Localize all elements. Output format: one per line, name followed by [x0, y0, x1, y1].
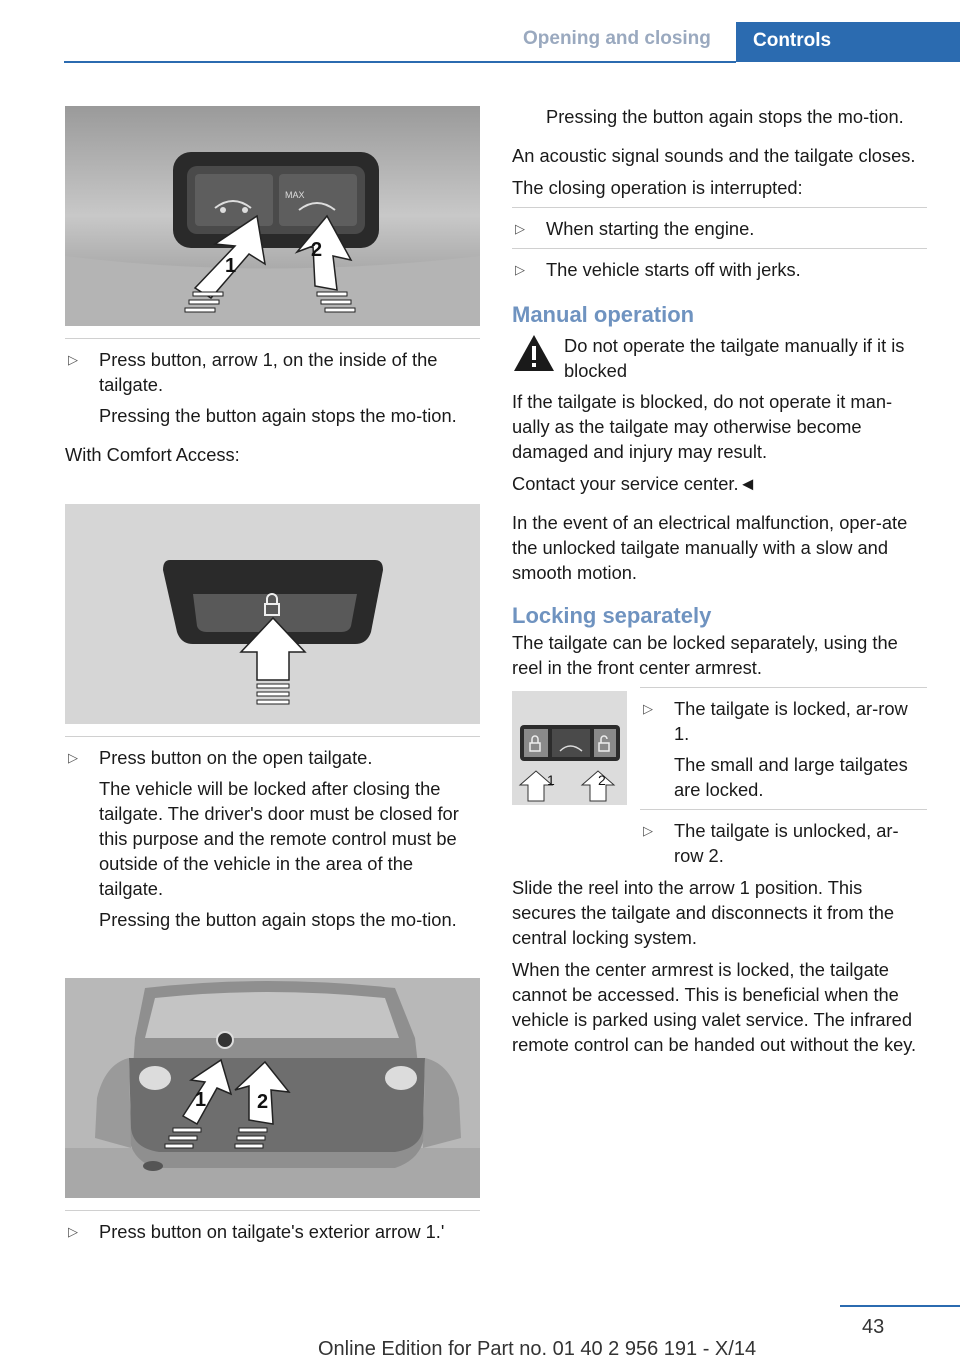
list-item: [640, 696, 927, 802]
chapter-tab: Controls: [736, 22, 960, 62]
bullet-triangle-icon: ▷: [515, 262, 525, 277]
figure-tailgate-exterior: [65, 978, 480, 1198]
left-column-block-3: [65, 1210, 480, 1251]
list-item: [65, 1219, 480, 1244]
bullet-triangle-icon: ▷: [68, 352, 78, 367]
manual-operation-heading: Manual operation: [512, 302, 695, 327]
armrest-text: When the center armrest is locked, the tailgate cannot be accessed. This is beneficial when the vehicle is parked using valet service. The infrared remote control can be handed out without the key.: [512, 959, 917, 1055]
divider: [640, 687, 927, 688]
bullet-text: Press button on tailgate's exterior arrow 1.': [99, 1221, 445, 1242]
figure-reel-switch: [512, 691, 627, 805]
warning-body: If the tailgate is blocked, do not operate it man‐ually as the tailgate may otherwise become damaged and injury may result.: [512, 391, 893, 462]
contact-text: Contact your service center.◄: [512, 473, 757, 494]
edition-footer: Online Edition for Part no. 01 40 2 956 191 - X/14: [318, 1338, 757, 1360]
continued-subtext: Pressing the button again stops the mo‐tion.: [546, 106, 904, 127]
locking-separately-heading: Locking separately: [512, 603, 712, 628]
left-column-block-1: [65, 338, 480, 474]
bullet-subtext: Pressing the button again stops the mo‐tion.: [99, 405, 457, 426]
bullet-text: The tailgate is locked, ar‐row 1.: [674, 698, 908, 744]
comfort-access-label: With Comfort Access:: [65, 444, 240, 465]
max-label: MAX: [285, 190, 305, 200]
bullet-text: Press button on the open tailgate.: [99, 747, 373, 768]
bullet-triangle-icon: ▷: [515, 221, 525, 236]
bullet-subtext: The small and large tailgates are locked.: [674, 754, 908, 800]
divider: [512, 248, 927, 249]
bullet-text: When starting the engine.: [546, 218, 755, 239]
page-number: 43: [862, 1316, 885, 1338]
acoustic-text: An acoustic signal sounds and the tailgate closes.: [512, 145, 916, 166]
right-column: [512, 104, 927, 1064]
bullet-text: The tailgate is unlocked, ar‐row 2.: [674, 820, 899, 866]
bullet-triangle-icon: ▷: [643, 823, 653, 838]
locking-bullets: [640, 687, 927, 875]
section-label: Opening and closing: [523, 28, 711, 49]
arrow-1-label: 1: [195, 1089, 207, 1111]
bullet-triangle-icon: ▷: [643, 701, 653, 716]
arrow-1-label: 1: [547, 772, 555, 788]
locking-figure-row: [512, 687, 927, 866]
bullet-text: Press button, arrow 1, on the inside of the tailgate.: [99, 349, 438, 395]
list-item: [640, 818, 927, 868]
divider: [65, 736, 480, 737]
page-header: [0, 0, 960, 62]
figure-inside-tailgate-buttons: [65, 106, 480, 326]
malfunction-text: In the event of an electrical malfunction, oper‐ate the unlocked tailgate manually with a slow and smooth motion.: [512, 512, 908, 583]
locking-intro: The tailgate can be locked separately, using the reel in the front center armrest.: [512, 632, 898, 678]
bullet-triangle-icon: ▷: [68, 1224, 78, 1239]
arrow-2-label: 2: [598, 772, 606, 788]
header-rule: [64, 61, 736, 63]
arrow-2-label: 2: [311, 239, 323, 261]
bullet-subtext: Pressing the button again stops the mo‐tion.: [99, 909, 457, 930]
slide-reel-text: Slide the reel into the arrow 1 position. This secures the tailgate and disconnects it from the central locking system.: [512, 877, 895, 948]
warning-title: Do not operate the tailgate manually if it is blocked: [564, 335, 905, 381]
list-item: [65, 347, 480, 428]
left-column-block-2: [65, 736, 480, 939]
figure-comfort-access-button: [65, 504, 480, 724]
warning-triangle-icon: [512, 333, 556, 373]
divider: [640, 809, 927, 810]
list-item: [512, 216, 927, 241]
arrow-2-label: 2: [257, 1091, 269, 1113]
bullet-subtext: The vehicle will be locked after closing the tailgate. The driver's door must be closed for this purpose and the remote control must be outside of the vehicle in the area of the tailgate.: [99, 778, 459, 899]
list-item: [65, 745, 480, 932]
divider: [512, 207, 927, 208]
divider: [65, 1210, 480, 1211]
list-item: [512, 257, 927, 282]
footer-rule: [840, 1305, 960, 1307]
warning-block: [512, 333, 927, 383]
interrupted-text: The closing operation is interrupted:: [512, 177, 803, 198]
arrow-1-label: 1: [225, 255, 237, 277]
divider: [65, 338, 480, 339]
bullet-text: The vehicle starts off with jerks.: [546, 259, 801, 280]
bullet-triangle-icon: ▷: [68, 750, 78, 765]
